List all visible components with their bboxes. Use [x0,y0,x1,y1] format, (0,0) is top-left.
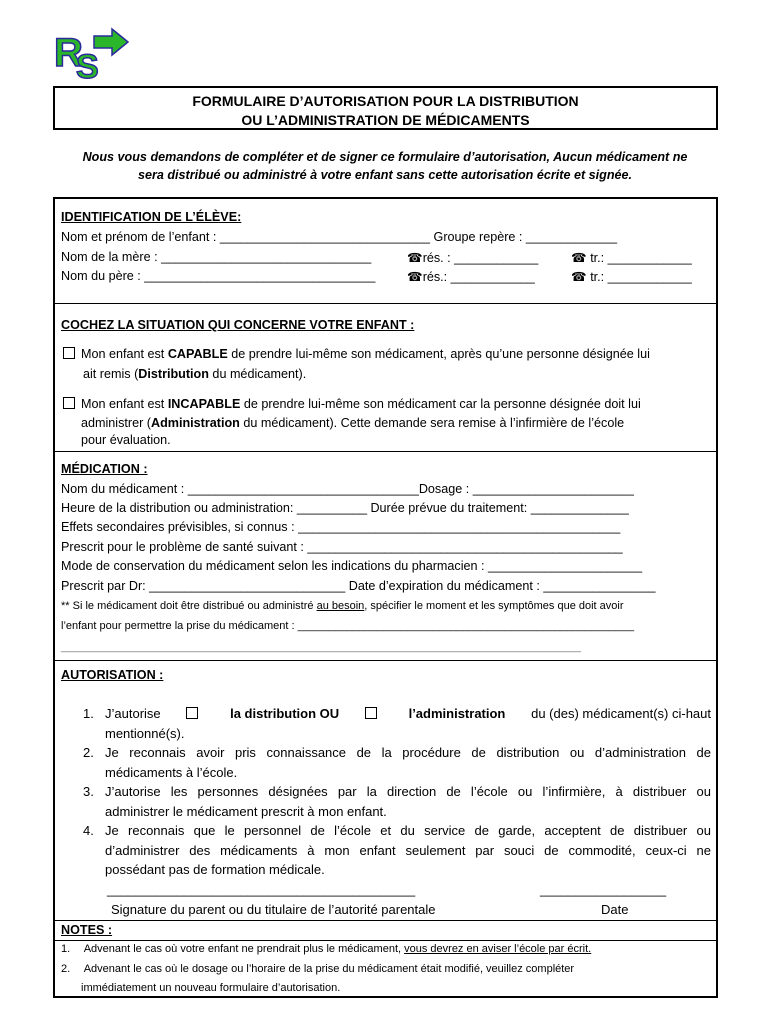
auth-item-4 [83,821,711,880]
item-number: 1. [83,706,94,721]
opt2-text-3: du médicament). Cette demande sera remise à l’infirmière de l’école [239,416,625,430]
incapable-checkbox[interactable] [63,397,75,409]
opt2-text-2: administrer ( [81,416,151,430]
distribution-checkbox-wrap[interactable] [186,704,204,724]
symptoms-field-2[interactable]: _____________________________________________________________________________________ [61,641,582,653]
mother-tr-label: tr.: ____________ [590,251,692,265]
rsf-logo [54,26,130,84]
auth-item-3-line1: J’autorise les personnes désignées par la direction de l’école ou l’infirmière, à distribuer ou [105,784,711,799]
divider [55,303,716,304]
note-2-line2: immédiatement un nouveau formulaire d’autorisation. [81,982,341,994]
medication-heading: MÉDICATION : [61,462,148,476]
date-line[interactable]: __________________ [540,883,667,897]
situation-heading: COCHEZ LA SITUATION QUI CONCERNE VOTRE ENFANT : [61,318,415,332]
note-2 [61,963,713,975]
divider [55,920,716,921]
father-work-phone[interactable] [571,269,692,284]
health-problem-field[interactable]: Prescrit pour le problème de santé suivant : _____________________________________________ [61,540,623,554]
as-needed-note [61,600,624,612]
storage-mode-field[interactable]: Mode de conservation du médicament selon les indications du pharmacien : ______________________ [61,559,643,573]
authorization-heading: AUTORISATION : [61,668,164,682]
father-res-label: rés.: ____________ [422,270,535,284]
auth-item-4-line2: d’administrer des médicaments à mon enfant seulement par souci de commodité, ceux-ci ne [105,842,711,858]
auth-item-1 [83,704,711,743]
note-au-besoin: au besoin [316,600,365,612]
option-incapable-line2 [81,416,624,430]
father-tr-label: tr.: ____________ [590,270,692,284]
option-capable[interactable] [63,347,650,361]
opt1-distribution: Distribution [138,367,209,381]
phone-icon: ☎ [571,270,591,284]
divider [55,451,716,452]
mother-work-phone[interactable] [571,250,692,265]
option-incapable-line3: pour évaluation. [81,433,171,447]
mother-name-field[interactable]: Nom de la mère : ______________________________ [61,250,372,264]
svg-text:R: R [54,31,83,75]
opt1-capable: CAPABLE [167,347,228,361]
note-1-text: Advenant le cas où votre enfant ne prendrait plus le médicament, [83,943,405,955]
identification-heading: IDENTIFICATION DE L’ÉLÈVE: [61,210,242,224]
mother-home-phone[interactable] [407,250,538,265]
opt2-text-cont: de prendre lui-même son médicament car la personne désignée doit lui [240,397,641,411]
opt1-text-2: ait remis ( [83,367,139,381]
father-name-field[interactable]: Nom du père : _________________________________ [61,269,376,283]
administration-label: l’administration [408,706,506,721]
form-box [53,197,718,998]
note-1-underlined: vous devrez en aviser l’école par écrit. [404,943,592,955]
note-2-text: Advenant le cas où le dosage ou l’horaire de la prise du médicament était modifié, veuillez compléter [83,963,575,975]
i-authorize-text: J’autorise [105,706,161,721]
item-number: 3. [83,784,94,799]
auth-item-2 [83,743,711,782]
item-number: 2. [83,745,94,760]
opt2-incapable: INCAPABLE [167,397,241,411]
auth-item-4-line1: Je reconnais que le personnel de l’école et du service de garde, acceptent de distribuer ou [105,823,711,838]
auth-item-3 [83,782,711,821]
administration-checkbox-wrap[interactable] [365,704,383,724]
option-incapable[interactable] [63,397,641,411]
distribution-or-label: la distribution OU [230,706,340,721]
father-home-phone[interactable] [407,269,535,284]
phone-icon: ☎ [571,251,591,265]
option-capable-line2 [83,367,306,381]
auth-item-1-line2: mentionné(s). [105,725,185,741]
title-line-1: FORMULAIRE D’AUTORISATION POUR LA DISTRIBUTION [192,93,579,109]
auth-item-3-line2: administrer le médicament prescrit à mon enfant. [105,803,387,819]
auth-item-1-line1 [83,704,711,724]
intro-line-1: Nous vous demandons de compléter et de signer ce formulaire d’autorisation, Aucun médicament ne [82,150,688,164]
intro-line-2: sera distribué ou administré à votre enfant sans cette autorisation écrite et signée. [137,168,633,182]
note-number: 2. [61,963,71,975]
child-name-field[interactable]: Nom et prénom de l’enfant : ______________________________ Groupe repère : _____________ [61,230,617,244]
distribution-time-field[interactable]: Heure de la distribution ou administration: __________ Durée prévue du traitement: ______________ [61,501,629,515]
signature-line[interactable]: ____________________________________________ [107,883,416,897]
mother-res-label: rés. : ____________ [422,251,539,265]
form-title [53,86,718,130]
auth-item-2-line2: médicaments à l’école. [105,764,238,780]
medication-name-field[interactable]: Nom du médicament : _________________________________Dosage : _______________________ [61,482,634,496]
divider [55,660,716,661]
symptoms-field[interactable]: l’enfant pour permettre la prise du médicament : _______________________________________________________ [61,620,635,632]
intro-text [40,148,730,184]
distribution-checkbox[interactable] [186,707,198,719]
title-line-2: OU L’ADMINISTRATION DE MÉDICAMENTS [241,112,530,128]
phone-icon: ☎ [407,270,423,284]
rsf-arrow-logo-icon [54,26,130,84]
medication-ci-haut: du (des) médicament(s) ci-haut [531,706,711,721]
note-text-c: , spécifier le moment et les symptômes que doit avoir [364,600,624,612]
opt1-text: Mon enfant est [81,347,168,361]
notes-heading: NOTES : [61,923,113,937]
svg-text:S: S [76,48,99,84]
date-label: Date [601,902,629,917]
prescriber-field[interactable]: Prescrit par Dr: ____________________________ Date d’expiration du médicament : ________________ [61,579,656,593]
signature-label: Signature du parent ou du titulaire de l’autorité parentale [111,902,436,917]
capable-checkbox[interactable] [63,347,75,359]
side-effects-field[interactable]: Effets secondaires prévisibles, si connus : ______________________________________________ [61,520,621,534]
auth-item-2-line1: Je reconnais avoir pris connaissance de la procédure de distribution ou d’administration de [105,745,711,760]
opt2-administration: Administration [150,416,240,430]
phone-icon: ☎ [407,251,423,265]
opt1-text-3: du médicament). [208,367,307,381]
administration-checkbox[interactable] [365,707,377,719]
item-number: 4. [83,823,94,838]
divider [55,940,716,941]
auth-item-4-line3: possédant pas de formation médicale. [105,862,325,877]
note-1 [61,943,591,955]
opt2-text: Mon enfant est [81,397,168,411]
note-text-a: ** Si le médicament doit être distribué ou administré [61,600,317,612]
note-number: 1. [61,943,71,955]
opt1-text-cont: de prendre lui-même son médicament, après qu’une personne désignée lui [227,347,650,361]
